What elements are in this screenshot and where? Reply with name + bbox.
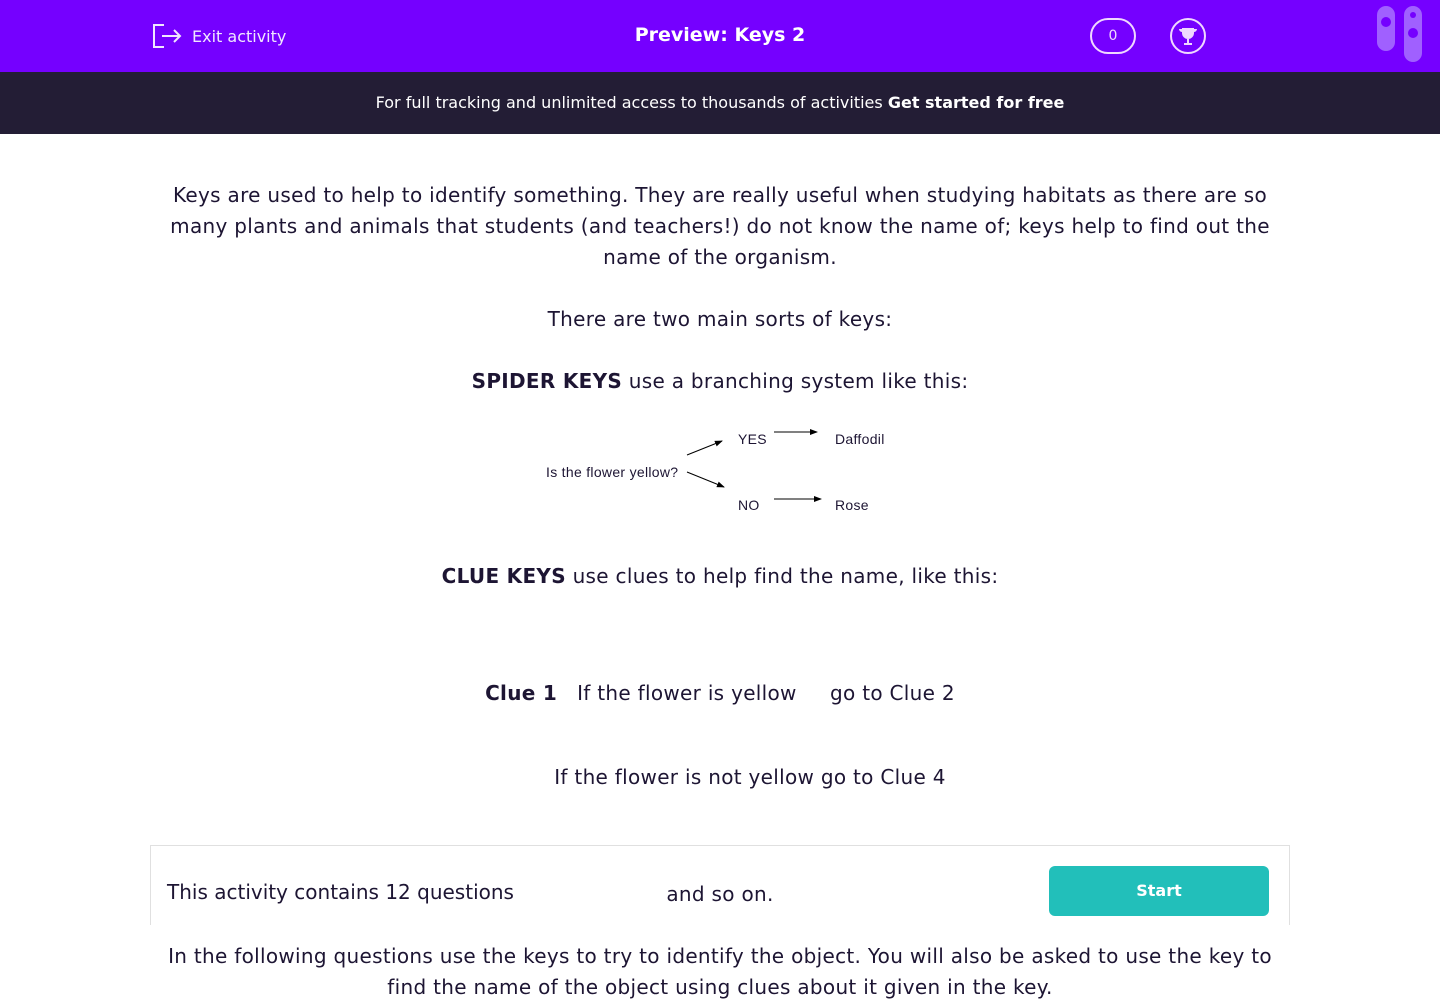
exit-label: Exit activity <box>192 26 287 46</box>
and-so-on-text: and so on. <box>666 882 774 906</box>
clue-example <box>0 623 1440 847</box>
score-badge: 0 <box>1090 18 1136 54</box>
page-title: Preview: Keys 2 <box>634 24 806 46</box>
top-bar <box>0 0 1440 72</box>
activity-card <box>150 845 1290 925</box>
key-types-text: There are two main sorts of keys: <box>547 307 893 331</box>
spider-keys-text <box>0 366 1440 397</box>
spider-keys-label: SPIDER KEYS <box>471 369 623 393</box>
question-count: This activity contains 12 questions <box>167 880 514 904</box>
clue-label: Clue 1 <box>485 681 558 705</box>
clue-line-1: If the flower is yellow go to Clue 2 <box>577 681 955 705</box>
spider-keys-desc: use a branching system like this: <box>622 369 969 393</box>
diagram-daffodil: Daffodil <box>835 431 885 447</box>
clue-line-2: If the flower is not yellow go to Clue 4 <box>554 765 946 789</box>
clue-keys-label: CLUE KEYS <box>441 564 566 588</box>
get-started-link[interactable]: Get started for free <box>887 93 1065 112</box>
diagram-question: Is the flower yellow? <box>546 464 679 480</box>
trophy-icon <box>1177 25 1199 47</box>
trophy-button[interactable] <box>1170 18 1206 54</box>
exit-icon <box>150 22 182 50</box>
clue-keys-desc: use clues to help find the name, like this: <box>565 564 999 588</box>
test-tubes-logo <box>1376 6 1426 64</box>
signup-banner <box>0 72 1440 134</box>
diagram-yes: YES <box>738 431 767 447</box>
clue-keys-text <box>0 561 1440 592</box>
spider-key-diagram <box>530 411 910 521</box>
exit-activity-button[interactable] <box>150 22 286 50</box>
diagram-rose: Rose <box>835 497 869 513</box>
start-button[interactable]: Start <box>1049 866 1269 916</box>
diagram-no: NO <box>738 497 760 513</box>
intro-paragraph: Keys are used to help to identify something. They are really useful when studying habitats as there are so many plants and animals that students (and teachers!) do not know the name of; keys help to find out the name of the organism. <box>170 183 1270 269</box>
instructions-text: In the following questions use the keys to try to identify the object. You will also be asked to use the key to find the name of the object using clues about it given in the key. <box>168 944 1272 999</box>
banner-text: For full tracking and unlimited access to thousands of activities <box>375 93 888 112</box>
